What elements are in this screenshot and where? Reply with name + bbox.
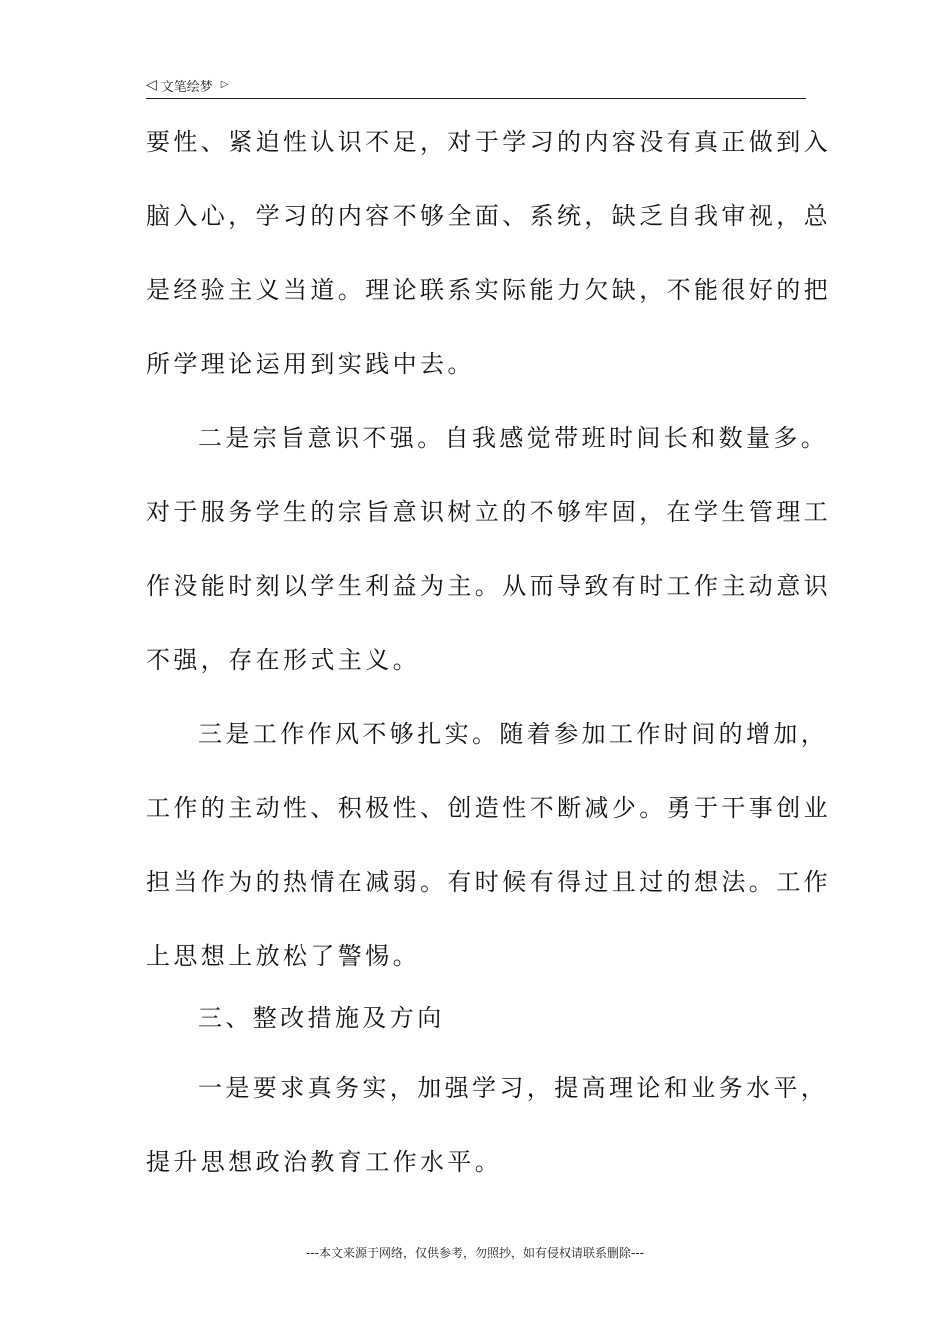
text-line: 所学理论运用到实践中去。 (146, 350, 475, 378)
page-header (146, 72, 806, 99)
triangle-right-icon: ▷ (220, 79, 229, 90)
header-title: 文笔绘梦 (160, 79, 213, 95)
text-line: 工作的主动性、积极性、创造性不断减少。勇于干事创业 (146, 794, 831, 822)
page-footer: ---本文来源于网络，仅供参考，勿照抄，如有侵权请联系删除--- (306, 1246, 644, 1260)
text-line: 是经验主义当道。理论联系实际能力欠缺，不能很好的把 (146, 276, 831, 304)
text-line: 作没能时刻以学生利益为主。从而导致有时工作主动意识 (146, 572, 831, 600)
text-line: 二是宗旨意识不强。自我感觉带班时间长和数量多。 (198, 424, 829, 452)
text-line: 一是要求真务实，加强学习，提高理论和业务水平， (198, 1074, 829, 1102)
section-heading: 三、整改措施及方向 (198, 1004, 445, 1032)
text-line: 不强，存在形式主义。 (146, 646, 420, 674)
text-line: 上思想上放松了警惕。 (146, 942, 420, 970)
text-line: 对于服务学生的宗旨意识树立的不够牢固，在学生管理工 (146, 498, 831, 526)
text-line: 脑入心，学习的内容不够全面、系统，缺乏自我审视，总 (146, 202, 831, 230)
text-line: 担当作为的热情在减弱。有时候有得过且过的想法。工作 (146, 868, 831, 896)
text-line: 提升思想政治教育工作水平。 (146, 1148, 503, 1176)
text-line: 三是工作作风不够扎实。随着参加工作时间的增加， (198, 720, 829, 748)
triangle-left-icon: ◁ (146, 77, 157, 93)
text-line: 要性、紧迫性认识不足，对于学习的内容没有真正做到入 (146, 128, 831, 156)
